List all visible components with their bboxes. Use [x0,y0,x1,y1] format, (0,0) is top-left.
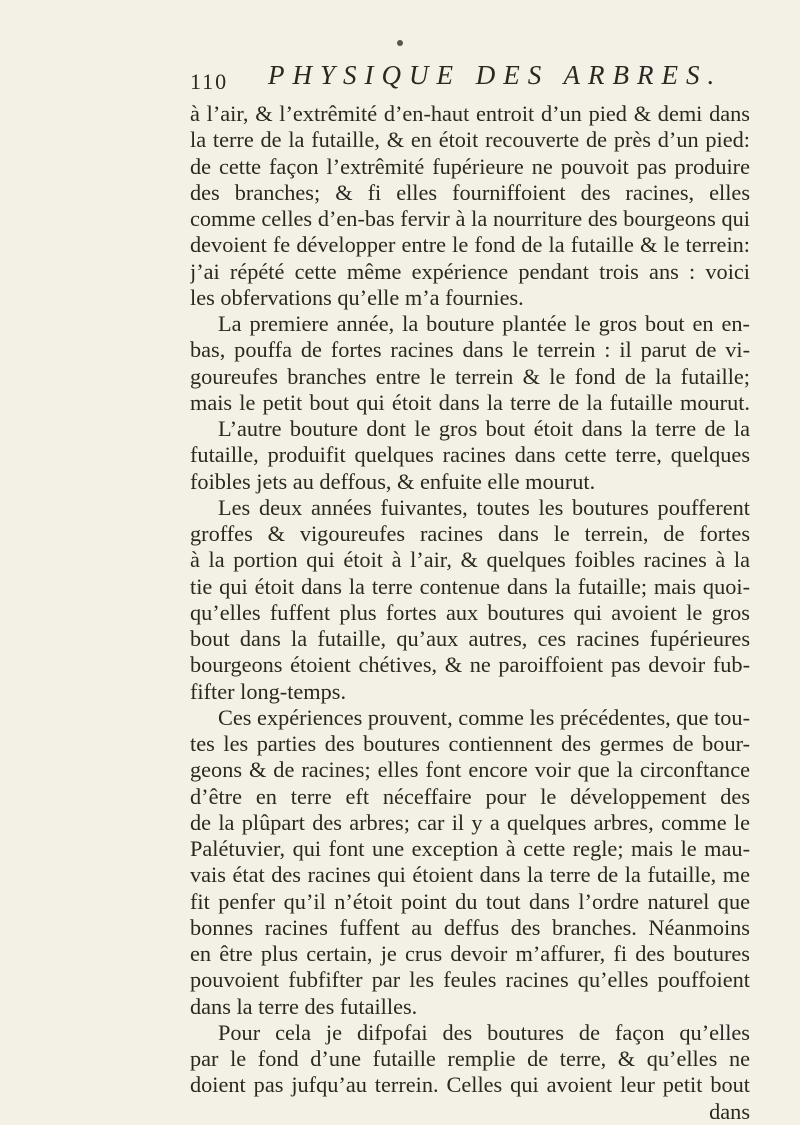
text-line: en être plus certain, je crus devoir m’affurer, fi des boutures [190,941,750,966]
catchword: dans [709,1098,750,1124]
text-line: fifter long-temps. [190,678,347,704]
text-line: qu’elles fuffent plus fortes aux boutures qui avoient le gros [190,599,750,625]
text-line: à l’air, & l’extrêmité d’en-haut entroit d’un pied & demi dans [190,101,750,126]
text-line: vais état des racines qui étoient dans la terre de la futaille, me [190,862,750,888]
text-line: geons & de racines; elles font encore voir que la circonftance [190,757,750,783]
text-line: foibles jets au deffous, & enfuite elle mourut. [190,468,596,494]
text-line: d’être en terre eft néceffaire pour le développement des [190,783,750,809]
text-line: L’autre bouture dont le gros bout étoit dans la terre de la [218,416,750,441]
text-line: goureufes branches entre le terrein & le fond de la futaille; [190,363,750,389]
text-line: Ces expériences prouvent, comme les précédentes, que tou- [218,704,750,730]
text-line: Palétuvier, qui font une exception à cette regle; mais le mau- [190,836,750,861]
text-line: les obfervations qu’elle m’a fournies. [190,284,524,310]
text-line: tes les parties des boutures contiennent des germes de bour- [190,731,750,756]
text-line: la terre de la futaille, & en étoit recouverte de près d’un pied: [190,127,750,153]
text-line: devoient fe développer entre le fond de la futaille & le terrein: [190,232,750,258]
text-line: futaille, produifit quelques racines dans cette terre, quelques [190,442,750,468]
text-line: Pour cela je difpofai des boutures de façon qu’elles [218,1019,750,1045]
text-line: dans la terre des futailles. [190,993,418,1019]
text-line: j’ai répété cette même expérience pendant trois ans : voici [190,258,750,284]
text-line: fit penfer qu’il n’étoit point du tout dans l’ordre naturel que [190,888,750,914]
text-line: tie qui étoit dans la terre contenue dans la futaille; mais quoi- [190,573,750,599]
text-line: à la portion qui étoit à l’air, & quelques foibles racines à la [190,547,750,573]
text-line: bourgeons étoient chétives, & ne paroiffoient pas devoir fub- [190,652,750,678]
text-line: La premiere année, la bouture plantée le gros bout en en- [218,311,750,336]
body-text [190,101,750,1125]
page-number: 110 [190,69,229,94]
text-line: groffes & vigoureufes racines dans le terrein, de fortes [190,521,750,546]
text-line: par le fond d’une futaille remplie de terre, & qu’elles ne [190,1046,750,1071]
text-line: doient pas jufqu’au terrein. Celles qui avoient leur petit bout [190,1072,750,1098]
text-line: mais le petit bout qui étoit dans la terre de la futaille mourut. [190,389,750,415]
page-header [190,60,750,100]
text-line: des branches; & fi elles fourniffoient des racines, elles [190,179,750,205]
text-line: comme celles d’en-bas fervir à la nourriture des bourgeons qui [190,206,750,231]
running-title: PHYSIQUE DES ARBRES. [268,60,723,90]
text-line: de la plûpart des arbres; car il y a quelques arbres, comme le [190,809,750,835]
text-line: bonnes racines fuffent au deffus des branches. Néanmoins [190,914,750,940]
text-line: bas, pouffa de fortes racines dans le terrein : il parut de vi- [190,337,750,363]
text-line: de cette façon l’extrêmité fupérieure ne pouvoit pas produire [190,153,750,179]
text-line: bout dans la futaille, qu’aux autres, ces racines fupérieures [190,626,750,651]
text-line: Les deux années fuivantes, toutes les boutures poufferent [218,494,750,520]
text-line: pouvoient fubfifter par les feules racines qu’elles pouffoient [190,967,750,993]
ink-speck [397,40,403,46]
